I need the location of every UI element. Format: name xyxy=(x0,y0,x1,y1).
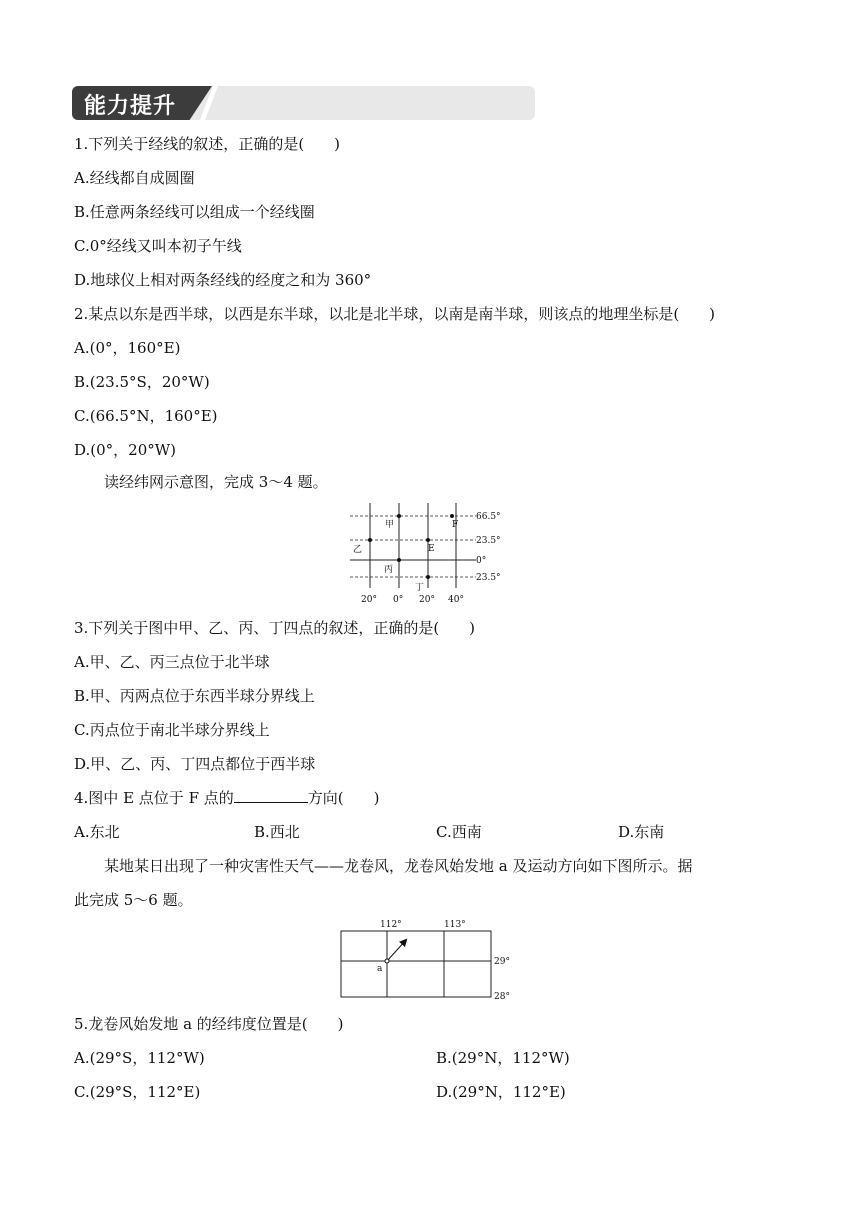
q4-stem xyxy=(74,788,379,808)
point-yi xyxy=(368,538,372,542)
label-bing: 丙 xyxy=(384,565,394,575)
q3-option-d: D.甲、乙、丙、丁四点都位于西半球 xyxy=(74,755,316,773)
lat-label-28: 28° xyxy=(494,992,510,1002)
q3-option-b: B.甲、丙两点位于东西半球分界线上 xyxy=(74,687,315,705)
q5-option-d: D.(29°N，112°E) xyxy=(436,1083,566,1101)
label-e: E xyxy=(428,544,435,554)
lat-label-0: 0° xyxy=(476,556,487,566)
q3-option-a: A.甲、乙、丙三点位于北半球 xyxy=(74,653,270,671)
q3-option-c: C.丙点位于南北半球分界线上 xyxy=(74,721,270,739)
q1-option-a: A.经线都自成圆圈 xyxy=(74,169,195,187)
graticule-figure xyxy=(344,500,516,606)
point-bing xyxy=(397,558,401,562)
label-yi: 乙 xyxy=(353,545,363,555)
lat-label-66-5: 66.5° xyxy=(476,512,501,522)
q4-option-b: B.西北 xyxy=(254,823,300,841)
lon-label-20-w: 20° xyxy=(361,595,377,605)
q2-option-b: B.(23.5°S，20°W) xyxy=(74,373,210,391)
q2-option-c: C.(66.5°N，160°E) xyxy=(74,407,218,425)
point-e xyxy=(426,538,430,542)
lon-label-113: 113° xyxy=(444,920,466,930)
lon-label-112: 112° xyxy=(380,920,402,930)
q5-option-a: A.(29°S，112°W) xyxy=(74,1049,205,1067)
point-jia xyxy=(397,514,401,518)
q4-option-d: D.东南 xyxy=(618,823,665,841)
q1-option-c: C.0°经线又叫本初子午线 xyxy=(74,237,242,255)
intro-5-6-line2: 此完成 5～6 题。 xyxy=(74,891,193,909)
section-title: 能力提升 xyxy=(84,94,177,119)
q2-option-a: A.(0°，160°E) xyxy=(74,339,181,357)
point-f xyxy=(450,514,454,518)
q4-option-a: A.东北 xyxy=(74,823,120,841)
q2-option-d: D.(0°，20°W) xyxy=(74,441,177,459)
tornado-figure xyxy=(330,914,520,1004)
answer-blank xyxy=(234,788,308,803)
q4-stem-after: 方向( ) xyxy=(307,789,380,807)
lat-label-23-5-s: 23.5° xyxy=(476,573,501,583)
q4-stem-before: 4.图中 E 点位于 F 点的 xyxy=(74,789,234,807)
lon-label-0: 0° xyxy=(393,595,404,605)
q4-option-c: C.西南 xyxy=(436,823,482,841)
q5-option-b: B.(29°N，112°W) xyxy=(436,1049,570,1067)
point-ding xyxy=(426,575,430,579)
lon-label-20-e: 20° xyxy=(419,595,435,605)
lon-label-40-e: 40° xyxy=(448,595,464,605)
lat-label-29: 29° xyxy=(494,957,510,967)
intro-5-6-line1: 某地某日出现了一种灾害性天气——龙卷风，龙卷风始发地 a 及运动方向如下图所示。据 xyxy=(104,857,693,875)
q5-option-c: C.(29°S，112°E) xyxy=(74,1083,201,1101)
tornado-direction-arrow xyxy=(387,940,406,961)
q1-stem: 1.下列关于经线的叙述，正确的是( ) xyxy=(74,135,341,153)
intro-3-4: 读经纬网示意图，完成 3～4 题。 xyxy=(104,473,328,491)
q1-option-d: D.地球仪上相对两条经线的经度之和为 360° xyxy=(74,271,372,289)
label-f: F xyxy=(452,520,459,530)
point-a xyxy=(385,959,389,963)
q3-stem: 3.下列关于图中甲、乙、丙、丁四点的叙述，正确的是( ) xyxy=(74,619,476,637)
label-jia: 甲 xyxy=(385,520,395,530)
label-ding: 丁 xyxy=(415,583,425,593)
q1-option-b: B.任意两条经线可以组成一个经线圈 xyxy=(74,203,315,221)
q2-stem: 2.某点以东是西半球，以西是东半球，以北是北半球，以南是南半球，则该点的地理坐标是( ) xyxy=(74,305,716,323)
section-banner xyxy=(72,86,535,120)
q5-stem: 5.龙卷风始发地 a 的经纬度位置是( ) xyxy=(74,1015,344,1033)
label-a: a xyxy=(377,964,383,974)
lat-label-23-5-n: 23.5° xyxy=(476,536,501,546)
